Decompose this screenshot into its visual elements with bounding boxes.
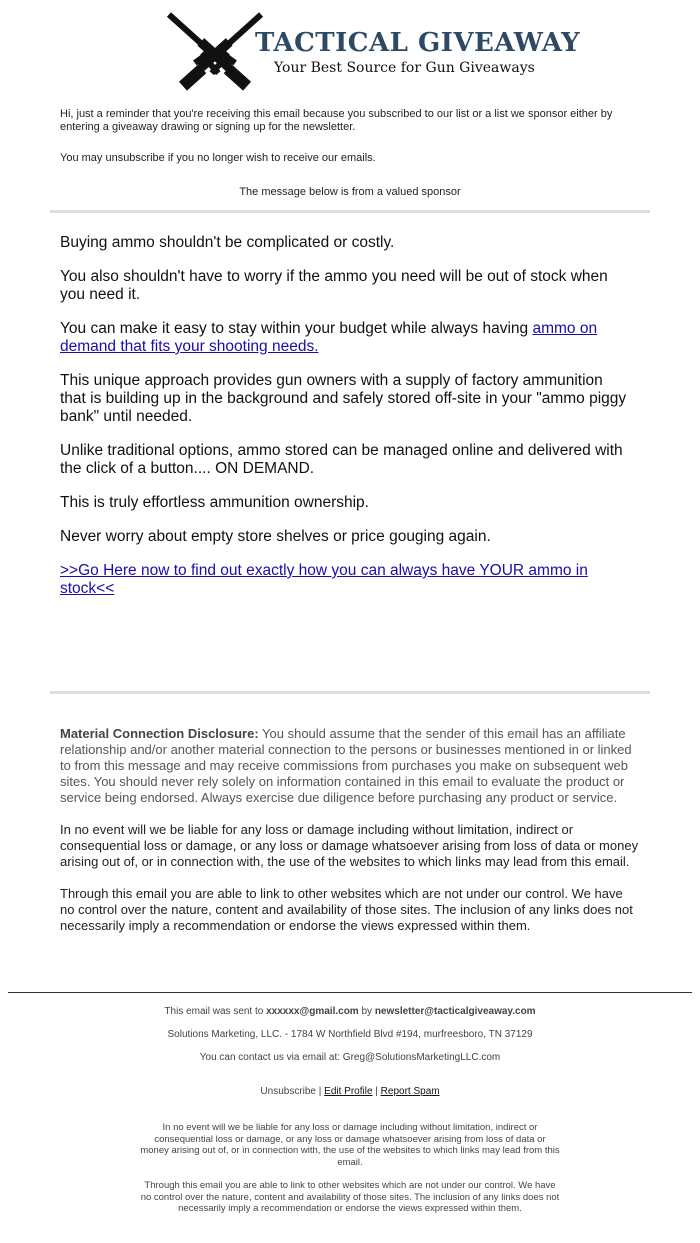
paragraph-with-link (60, 320, 630, 356)
report-spam-link[interactable]: Report Spam (380, 1086, 440, 1097)
footer-divider (8, 992, 692, 993)
brand-title: TACTICAL GIVEAWAY (255, 28, 581, 58)
disclosure-heading: Material Connection Disclosure: (60, 726, 259, 741)
sent-by: by (358, 1006, 375, 1017)
footer-external-links: Through this email you are able to link to other websites which are not under our control. We have no control over the nature, content and availability of those sites. The inclusion of any links does not necessarily imply a recommendation or endorse the views expressed within them. (140, 1180, 560, 1214)
email-footer (0, 1006, 700, 1227)
paragraph: Buying ammo shouldn't be complicated or costly. (60, 234, 395, 251)
sent-prefix: This email was sent to (164, 1006, 267, 1017)
email-header (0, 0, 700, 104)
cta-link[interactable]: >>Go Here now to find out exactly how you can always have YOUR ammo in stock<< (60, 562, 588, 597)
sender-email: newsletter@tacticalgiveaway.com (374, 1006, 536, 1017)
reminder-text: Hi, just a reminder that you're receiving this email because you subscribed to our list or a list we sponsor either by entering a giveaway drawing or signing up for the newsletter. (60, 108, 613, 133)
material-connection-disclosure (60, 726, 640, 950)
paragraph: This is truly effortless ammunition ownership. (60, 494, 369, 511)
disclosure-paragraph (60, 726, 640, 806)
unsubscribe-note: You may unsubscribe if you no longer wish to receive our emails. (60, 152, 376, 164)
footer-liability: In no event will we be liable for any loss or damage including without limitation, indirect or consequential loss or damage, or any loss or damage whatsoever arising from loss of data or money arising out of, or in connection with, the use of the websites to which links may lead from this email. (140, 1122, 560, 1168)
external-links-paragraph: Through this email you are able to link to other websites which are not under our control. We have no control over the nature, content and availability of those sites. The inclusion of any links does not necessarily imply a recommendation or endorse the views expressed within them. (60, 886, 633, 933)
footer-actions (0, 1086, 700, 1098)
ammo-on-demand-link[interactable]: ammo on demand that fits your shooting needs. (60, 320, 598, 355)
paragraph: Never worry about empty store shelves or price gouging again. (60, 528, 491, 545)
subscription-reminder (60, 108, 640, 165)
disclosure-text: You should assume that the sender of this email has an affiliate relationship and/or another material connection to the persons or businesses mentioned in or linked to from this message and may receive commissions from purchases you make on subsequent web sites. You should never rely solely on information contained in this email to evaluate the product or service being endorsed. Always exercise due diligence before purchasing any product or service. (60, 726, 632, 805)
sponsor-note: The message below is from a valued sponsor (239, 186, 461, 198)
paragraph: This unique approach provides gun owners with a supply of factory ammunition that is building up in the background and safely stored off-site in your "ammo piggy bank" until needed. (60, 372, 627, 425)
company-address: Solutions Marketing, LLC. - 1784 W Northfield Blvd #194, murfreesboro, TN 37129 (167, 1029, 533, 1040)
sent-to-line (0, 1006, 700, 1018)
recipient-email: xxxxxx@gmail.com (266, 1006, 359, 1017)
divider (50, 691, 650, 694)
unsubscribe-text[interactable]: Unsubscribe (260, 1086, 316, 1097)
separator: | (372, 1086, 381, 1097)
paragraph-text: You can make it easy to stay within your budget while always having (60, 320, 533, 337)
brand-tagline: Your Best Source for Gun Giveaways (274, 60, 535, 76)
cta-paragraph (60, 562, 630, 598)
contact-line: You can contact us via email at: Greg@SolutionsMarketingLLC.com (199, 1052, 501, 1063)
sponsor-message (60, 234, 630, 614)
divider (50, 210, 650, 213)
paragraph: Unlike traditional options, ammo stored can be managed online and delivered with the click of a button.... ON DEMAND. (60, 442, 623, 477)
edit-profile-link[interactable]: Edit Profile (324, 1086, 373, 1097)
paragraph: You also shouldn't have to worry if the ammo you need will be out of stock when you need it. (60, 268, 608, 303)
separator: | (316, 1086, 325, 1097)
liability-paragraph: In no event will we be liable for any loss or damage including without limitation, indirect or consequential loss or damage, or any loss or damage whatsoever arising from loss of data or money arising out of, or in connection with, the use of the websites to which links may lead from this email. (60, 822, 639, 869)
